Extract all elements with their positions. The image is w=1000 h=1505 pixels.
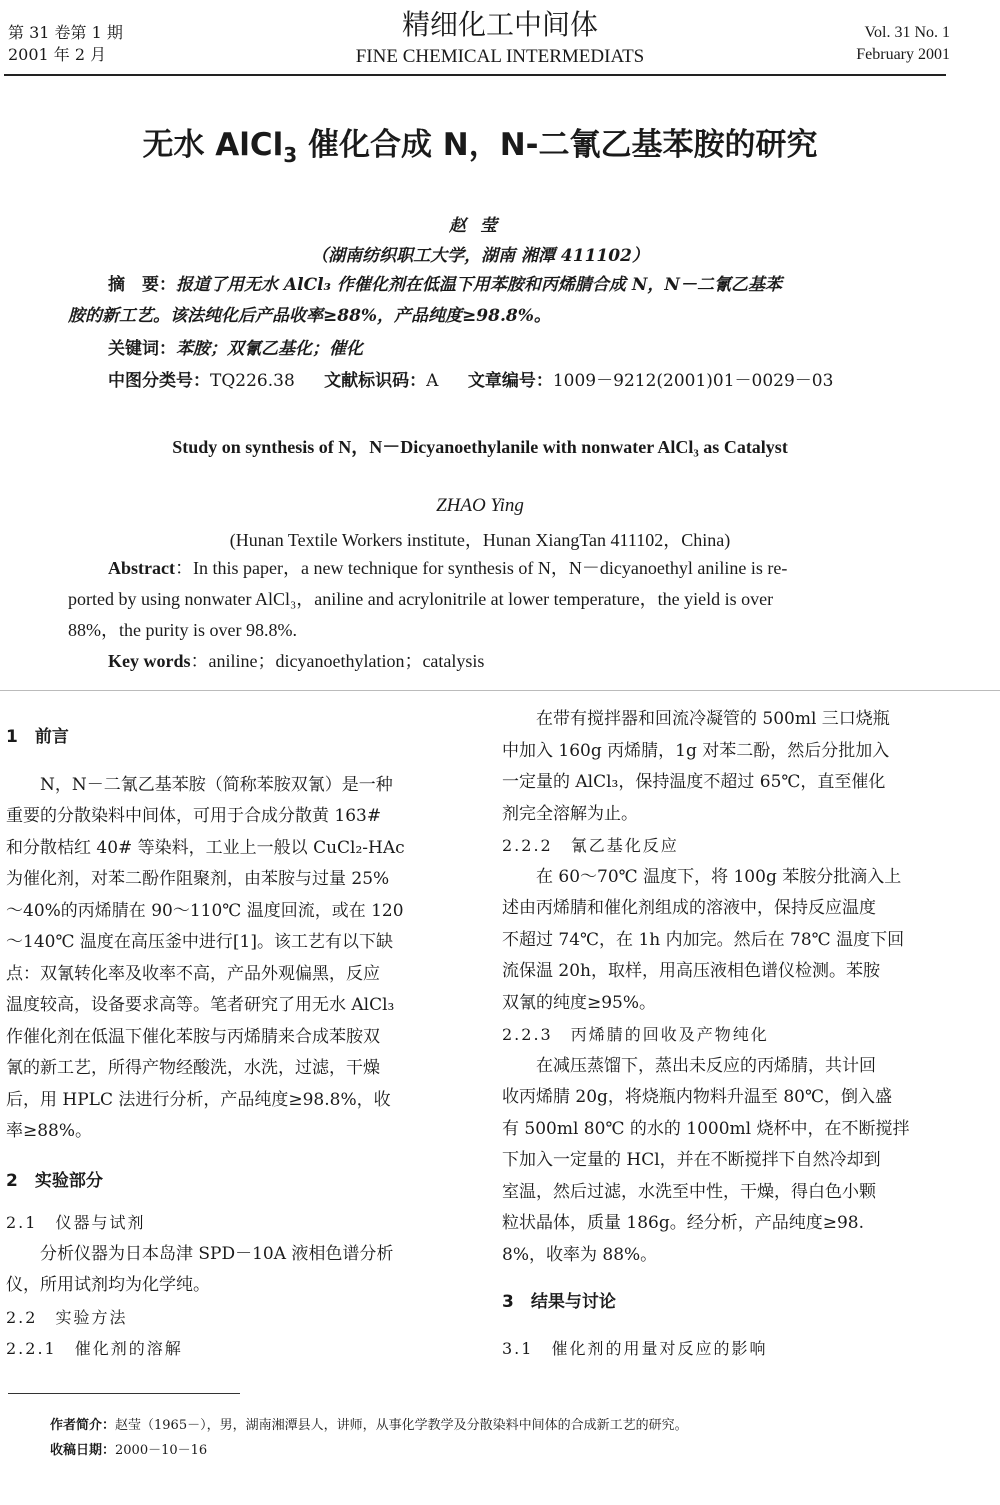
purification-line: 收丙烯腈 20g，将烧瓶内物料升温至 80℃，倒入盛	[502, 1087, 892, 1107]
header-date-cn: 2001 年 2 月	[8, 45, 107, 64]
heading-2-2-1: 2.2.1 催化剂的溶解	[6, 1339, 183, 1358]
received-date-label: 收稿日期：	[50, 1443, 116, 1458]
catalyst-line: 剂完全溶解为止。	[502, 803, 638, 824]
section-divider	[0, 690, 1000, 691]
keywords-en-label: Key words	[108, 651, 191, 671]
heading-3-1: 3.1 催化剂的用量对反应的影响	[502, 1338, 768, 1358]
keywords-cn-label: 关键词：	[108, 339, 176, 359]
intro-line: N，N－二氰乙基苯胺（简称苯胺双氰）是一种	[40, 774, 393, 795]
catalyst-line: 一定量的 AlCl₃，保持温度不超过 65℃，直至催化	[502, 772, 886, 792]
intro-line: 氰的新工艺，所得产物经酸洗，水洗，过滤，干燥	[6, 1058, 380, 1078]
intro-line: 作催化剂在低温下催化苯胺与丙烯腈来合成苯胺双	[6, 1026, 380, 1047]
classification-line: 中图分类号：TQ226.38 文献标识码：A 文章编号：1009－9212(2001)01－0029－03	[108, 371, 834, 391]
footnote-rule	[8, 1393, 240, 1394]
purification-line: 在减压蒸馏下，蒸出未反应的丙烯腈，共计回	[536, 1055, 876, 1076]
intro-line: 后，用 HPLC 法进行分析，产品纯度≥98.8%，收	[6, 1089, 391, 1110]
purification-line: 有 500ml 80℃ 的水的 1000ml 烧杯中，在不断搅拌	[502, 1118, 910, 1139]
intro-line: 为催化剂，对苯二酚作阻聚剂，由苯胺与过量 25%	[6, 869, 390, 889]
heading-2-2-2: 2.2.2 氰乙基化反应	[502, 836, 679, 855]
affiliation-cn: （湖南纺织职工大学，湖南 湘潭 411102）	[311, 246, 649, 266]
heading-experimental: 2 实验部分	[6, 1170, 103, 1191]
heading-2-2-3: 2.2.3 丙烯腈的回收及产物纯化	[502, 1025, 769, 1044]
instrument-line: 分析仪器为日本岛津 SPD－10A 液相色谱分析	[40, 1243, 394, 1264]
instrument-line: 仪，所用试剂均为化学纯。	[6, 1275, 210, 1295]
abstract-en-line2: ported by using nonwater AlCl₃，aniline and acrylonitrile at lower temperature，the yield is over	[68, 589, 774, 609]
purification-line: 下加入一定量的 HCl，并在不断搅拌下自然冷却到	[502, 1150, 881, 1170]
abstract-cn-label: 摘 要：	[108, 275, 176, 295]
header-volume-en	[856, 22, 950, 66]
heading-2-1: 2.1 仪器与试剂	[6, 1213, 146, 1232]
abstract-cn-line2: 胺的新工艺。该法纯化后产品收率≥88%，产品纯度≥98.8%。	[68, 306, 551, 326]
purification-line: 室温，然后过滤，水洗至中性，干燥，得白色小颗	[502, 1181, 876, 1202]
received-date: 收稿日期：2000－10－16	[50, 1443, 208, 1458]
paper-title-en: Study on synthesis of N，N－Dicyanoethylanile with nonwater AlCl₃ as Catalyst	[172, 437, 788, 457]
affiliation-en: (Hunan Textile Workers institute，Hunan XiangTan 411102，China)	[229, 530, 731, 550]
reaction-line: 不超过 74℃，在 1h 内加完。然后在 78℃ 温度下回	[502, 929, 905, 950]
author-en: ZHAO Ying	[436, 495, 524, 516]
left-column	[6, 722, 464, 1365]
author-bio: 作者简介：赵莹（1965－），男，湖南湘潭县人，讲师，从事化学教学及分散染料中间体的合成新工艺的研究。	[50, 1418, 688, 1433]
header-volume-cn: 第 31 卷第 1 期	[8, 23, 123, 42]
header-month-year: February 2001	[856, 46, 950, 63]
reaction-line: 流保温 20h，取样，用高压液相色谱仪检测。苯胺	[502, 961, 880, 981]
heading-introduction: 1 前言	[6, 727, 69, 747]
intro-line: 温度较高，设备要求高等。笔者研究了用无水 AlCl₃	[6, 995, 395, 1015]
reaction-line: 双氰的纯度≥95%。	[502, 992, 657, 1013]
intro-line: 点：双氰转化率及收率不高，产品外观偏黑，反应	[6, 963, 380, 984]
paper-title: 无水 AlCl$_3$ 催化合成 N，N-二氰乙基苯胺的研究	[142, 127, 818, 168]
abstract-en-label: Abstract	[108, 558, 175, 578]
keywords-cn: 关键词：苯胺；双氰乙基化；催化	[108, 339, 363, 359]
author-cn: 赵莹	[449, 216, 511, 236]
reaction-line: 在 60～70℃ 温度下，将 100g 苯胺分批滴入上	[536, 866, 902, 887]
intro-line: 率≥88%。	[6, 1121, 93, 1141]
heading-results: 3 结果与讨论	[502, 1292, 616, 1312]
heading-2-2: 2.2 实验方法	[6, 1307, 128, 1327]
abstract-en-line3: 88%，the purity is over 98.8%.	[68, 620, 297, 640]
abstract-en: Abstract：In this paper，a new technique for synthesis of N，N－dicyanoethyl aniline is re-	[108, 558, 788, 578]
right-column	[502, 704, 960, 1364]
author-bio-label: 作者简介：	[50, 1418, 116, 1433]
purification-line: 8%，收率为 88%。	[502, 1244, 658, 1265]
header-rule	[4, 74, 946, 76]
intro-line: ～40%的丙烯腈在 90～110℃ 温度回流，或在 120	[6, 900, 404, 921]
journal-name-cn: 精细化工中间体	[401, 8, 598, 41]
journal-name-en: FINE CHEMICAL INTERMEDIATS	[355, 46, 645, 67]
purification-line: 粒状晶体，质量 186g。经分析，产品纯度≥98.	[502, 1213, 865, 1233]
intro-line: ～140℃ 温度在高压釜中进行[1]。该工艺有以下缺	[6, 932, 393, 952]
keywords-en: Key words：aniline；dicyanoethylation；catalysis	[108, 651, 485, 671]
header-issue	[8, 22, 123, 66]
intro-line: 和分散桔红 40# 等染料，工业上一般以 CuCl₂-HAc	[6, 837, 405, 858]
intro-line: 重要的分散染料中间体，可用于合成分散黄 163#	[6, 806, 382, 826]
header-vol-no: Vol. 31 No. 1	[864, 24, 950, 41]
reaction-line: 述由丙烯腈和催化剂组成的溶液中，保持反应温度	[502, 898, 876, 918]
catalyst-line: 在带有搅拌器和回流冷凝管的 500ml 三口烧瓶	[536, 709, 890, 729]
abstract-cn: 摘 要：报道了用无水 AlCl₃ 作催化剂在低温下用苯胺和丙烯腈合成 N，N－二氰乙基苯	[108, 275, 782, 295]
catalyst-line: 中加入 160g 丙烯腈，1g 对苯二酚，然后分批加入	[502, 740, 890, 761]
